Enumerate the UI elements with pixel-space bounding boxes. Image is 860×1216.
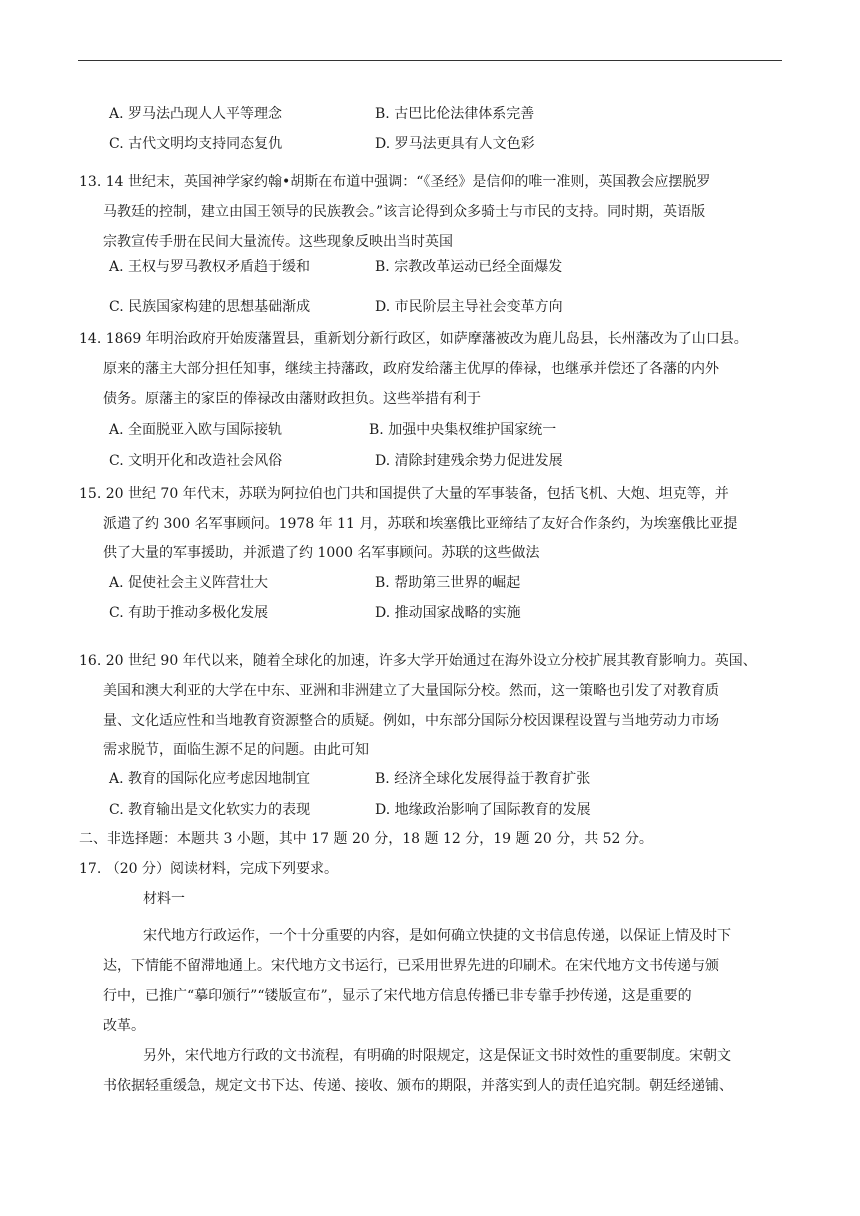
q13-stem-line: 马教廷的控制，建立由国王领导的民族教会。”该言论得到众多骑士与市民的支持。同时期，英语版 (103, 204, 706, 220)
q16-stem-line: 量、文化适应性和当地教育资源整合的质疑。例如，中东部分国际分校因课程设置与当地劳动力市场 (103, 713, 719, 729)
q12-option-a: A. 罗马法凸现人人平等理念 (109, 106, 283, 122)
q16-option-a: A. 教育的国际化应考虑因地制宜 (109, 771, 311, 787)
q12-option-b: B. 古巴比伦法律体系完善 (375, 106, 535, 122)
q14-stem-line: 债务。原藩主的家臣的俸禄改由藩财政担负。这些举措有利于 (103, 391, 481, 407)
material-paragraph-line: 另外，宋代地方行政的文书流程，有明确的时限规定，这是保证文书时效性的重要制度。宋朝文 (143, 1048, 731, 1064)
material-paragraph-line: 行中，已推广“摹印颁行”“镂版宣布”，显示了宋代地方信息传播已非专靠手抄传递，这是重要的 (103, 988, 692, 1004)
q15-stem-line: 15. 20 世纪 70 年代末，苏联为阿拉伯也门共和国提供了大量的军事装备，包括飞机、大炮、坦克等，并 (79, 486, 729, 502)
section-heading: 二、非选择题：本题共 3 小题，其中 17 题 20 分，18 题 12 分，19 题 20 分，共 52 分。 (79, 831, 653, 847)
material-paragraph-line: 宋代地方行政运作，一个十分重要的内容，是如何确立快捷的文书信息传递，以保证上情及时下 (143, 928, 731, 944)
header-rule (78, 60, 782, 61)
q14-option-c: C. 文明开化和改造社会风俗 (109, 453, 283, 469)
q16-option-d: D. 地缘政治影响了国际教育的发展 (375, 802, 591, 818)
q16-option-c: C. 教育输出是文化软实力的表现 (109, 802, 311, 818)
q17-title: 17. （20 分）阅读材料，完成下列要求。 (79, 861, 338, 877)
q15-stem-line: 派遣了约 300 名军事顾问。1978 年 11 月，苏联和埃塞俄比亚缔结了友好合作条约，为埃塞俄比亚提 (103, 516, 738, 532)
q12-option-c: C. 古代文明均支持同态复仇 (109, 136, 283, 152)
q14-option-b: B. 加强中央集权维护国家统一 (369, 422, 557, 438)
q16-stem-line: 16. 20 世纪 90 年代以来，随着全球化的加速，许多大学开始通过在海外设立分校扩展其教育影响力。英国、 (79, 653, 757, 669)
q12-option-d: D. 罗马法更具有人文色彩 (375, 136, 535, 152)
q14-option-d: D. 清除封建残余势力促进发展 (375, 453, 563, 469)
material-paragraph-line: 改革。 (103, 1018, 145, 1034)
q14-stem-line: 14. 1869 年明治政府开始废藩置县，重新划分新行政区，如萨摩藩被改为鹿儿岛县，长州藩改为了山口县。 (79, 331, 748, 347)
q14-option-a: A. 全面脱亚入欧与国际接轨 (109, 422, 283, 438)
q15-option-d: D. 推动国家战略的实施 (375, 605, 521, 621)
q13-option-c: C. 民族国家构建的思想基础渐成 (109, 299, 311, 315)
q13-stem-line: 13. 14 世纪末，英国神学家约翰•胡斯在布道中强调：“《圣经》是信仰的唯一准则，英国教会应摆脱罗 (79, 174, 711, 190)
q16-stem-line: 需求脱节，面临生源不足的问题。由此可知 (103, 742, 369, 758)
material-paragraph-line: 书依据轻重缓急，规定文书下达、传递、接收、颁布的期限，并落实到人的责任追究制。朝廷经递铺、 (103, 1078, 733, 1094)
q15-stem-line: 供了大量的军事援助，并派遣了约 1000 名军事顾问。苏联的这些做法 (103, 545, 540, 561)
q16-stem-line: 美国和澳大利亚的大学在中东、亚洲和非洲建立了大量国际分校。然而，这一策略也引发了对教育质 (103, 683, 719, 699)
q13-option-d: D. 市民阶层主导社会变革方向 (375, 299, 563, 315)
q14-stem-line: 原来的藩主大部分担任知事，继续主持藩政，政府发给藩主优厚的俸禄，也继承并偿还了各藩的内外 (103, 361, 719, 377)
material-label: 材料一 (143, 891, 185, 907)
material-paragraph-line: 达，下情能不留滞地通上。宋代地方文书运行，已采用世界先进的印刷术。在宋代地方文书传递与颁 (103, 958, 719, 974)
q16-option-b: B. 经济全球化发展得益于教育扩张 (375, 771, 591, 787)
q13-stem-line: 宗教宣传手册在民间大量流传。这些现象反映出当时英国 (103, 234, 453, 250)
q13-option-a: A. 王权与罗马教权矛盾趋于缓和 (109, 259, 311, 275)
q15-option-b: B. 帮助第三世界的崛起 (375, 575, 521, 591)
q15-option-c: C. 有助于推动多极化发展 (109, 605, 269, 621)
q15-option-a: A. 促使社会主义阵营壮大 (109, 575, 269, 591)
q13-option-b: B. 宗教改革运动已经全面爆发 (375, 259, 563, 275)
